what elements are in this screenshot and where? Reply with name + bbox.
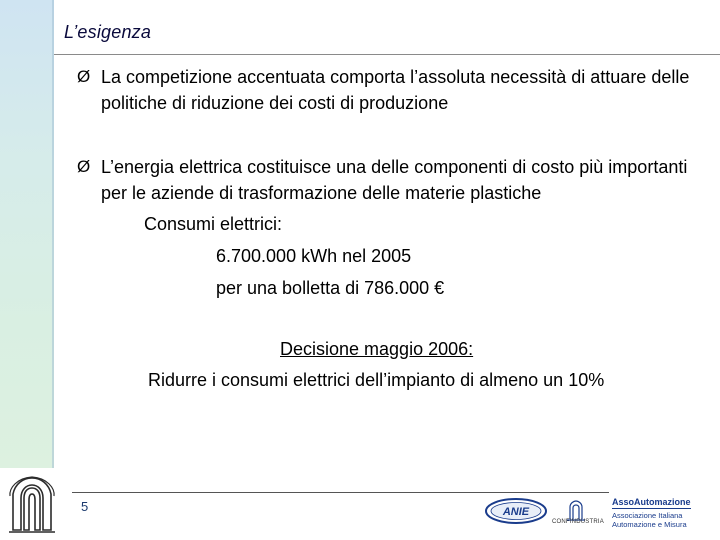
page-number: 5 xyxy=(81,499,89,514)
footer-divider xyxy=(72,492,609,493)
decision-title: Decisione maggio 2006: xyxy=(280,339,474,359)
anie-logo-icon xyxy=(484,496,548,526)
title-divider xyxy=(54,54,720,55)
assoautomazione-subtitle-1: Associazione Italiana xyxy=(612,511,683,520)
confindustria-label: CONFINDUSTRIA xyxy=(552,519,604,525)
assoautomazione-title: AssoAutomazione xyxy=(612,497,691,507)
svg-text:ANIE: ANIE xyxy=(502,506,530,518)
assoautomazione-subtitle-2: Automazione e Misura xyxy=(612,520,687,529)
consumi-kwh: 6.700.000 kWh nel 2005 xyxy=(216,246,412,266)
bolletta-amount: per una bolletta di 786.000 € xyxy=(216,278,445,298)
arrow-bullet-icon: Ø xyxy=(77,157,91,176)
left-decorative-band xyxy=(0,0,54,468)
bullet-1 xyxy=(77,64,697,116)
slide-title: L’esigenza xyxy=(64,22,152,42)
consumi-label: Consumi elettrici: xyxy=(144,214,283,234)
bullet-1-text: La competizione accentuata comporta l’assoluta necessità di attuare delle politiche di riduzione dei costi di produzione xyxy=(101,67,690,113)
bullet-2 xyxy=(77,154,697,206)
decision-text: Ridurre i consumi elettrici dell’impianto di almeno un 10% xyxy=(148,370,605,390)
arrow-bullet-icon: Ø xyxy=(77,67,91,86)
band-edge xyxy=(52,0,54,468)
organization-logo-icon xyxy=(5,474,59,536)
bullet-2-text: L’energia elettrica costituisce una delle componenti di costo più importanti per le aziende di trasformazione delle materie plastiche xyxy=(101,157,688,203)
